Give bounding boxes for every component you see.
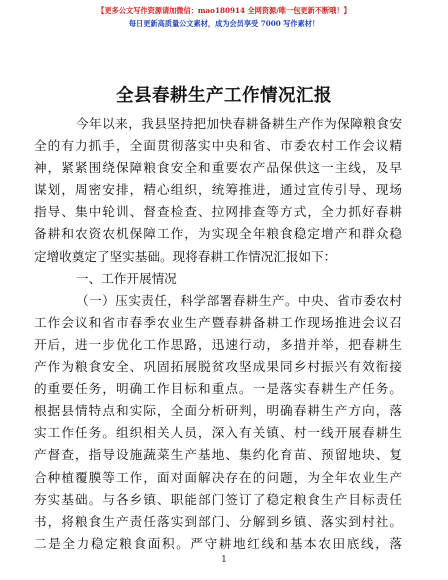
- document-title: 全县春耕生产工作情况汇报: [116, 86, 332, 106]
- paragraph-line: 备耕和农资农机保障工作，为实现全年粮食稳定增产和群众稳: [34, 226, 402, 242]
- paragraph-line: 产作为粮食安全、巩固拓展脱贫攻坚成果同乡村振兴有效衔接: [34, 359, 402, 375]
- header-banner: [64, 4, 384, 30]
- section-heading: 一、工作开展情况: [76, 270, 177, 286]
- paragraph-line: 书，将粮食生产责任落实到部门、分解到乡镇、落实到村社。: [34, 513, 402, 529]
- paragraph-line: 工作会议和省市春季农业生产暨春耕备耕工作现场推进会议召: [34, 314, 402, 330]
- paragraph-line: 合种植覆膜等工作，面对面解决存在的问题，为全年农业生产: [34, 469, 402, 485]
- banner-promo-line: 【更多公文写作资源请加微信：mao180914 全网资源/唯一包更新不断哦！】: [97, 6, 351, 15]
- paragraph-line: 根据县情特点和实际，全面分析研判，明确春耕生产方向，落: [34, 403, 402, 419]
- paragraph-line: 今年以来，我县坚持把加快春耕备耕生产作为保障粮食安: [76, 116, 402, 131]
- paragraph-line: （一）压实责任，科学部署春耕生产。中央、省市委农村: [76, 292, 402, 308]
- paragraph-line: 二是全力稳定粮食面积。严守耕地红线和基本农田底线，落: [34, 535, 402, 551]
- paragraph-line: 实工作任务。组织相关人员，深入有关镇、村一线开展春耕生: [34, 425, 402, 441]
- paragraph-line: 定增收奠定了坚实基础。现将春耕工作情况汇报如下：: [34, 248, 337, 264]
- document-body: [34, 113, 402, 555]
- paragraph-line: 夯实基础。与各乡镇、职能部门签订了稳定粮食生产目标责任: [34, 491, 402, 507]
- page-number: 1: [221, 555, 227, 565]
- paragraph-line: 全的有力抓手，全面贯彻落实中央和省、市委农村工作会议精: [34, 138, 402, 154]
- paragraph-line: 开后，进一步优化工作思路，迅速行动，多措并举，把春耕生: [34, 336, 402, 352]
- paragraph-line: 神，紧紧围绕保障粮食安全和重要农产品保供这一主线，及早: [34, 160, 402, 176]
- paragraph-line: 指导、集中轮训、督查检查、拉网排查等方式，全力抓好春耕: [34, 204, 402, 220]
- paragraph-line: 的重要任务，明确工作目标和重点。一是落实春耕生产任务。: [34, 381, 402, 397]
- paragraph-line: 谋划，周密安排，精心组织，统筹推进，通过宣传引导、现场: [34, 182, 402, 198]
- banner-member-line: 每日更新高质量公文素材，成为会员享受 7000 写作素材！: [128, 19, 320, 28]
- paragraph-line: 产督查，指导设施蔬菜生产基地、集约化育苗、预留地块、复: [34, 447, 402, 463]
